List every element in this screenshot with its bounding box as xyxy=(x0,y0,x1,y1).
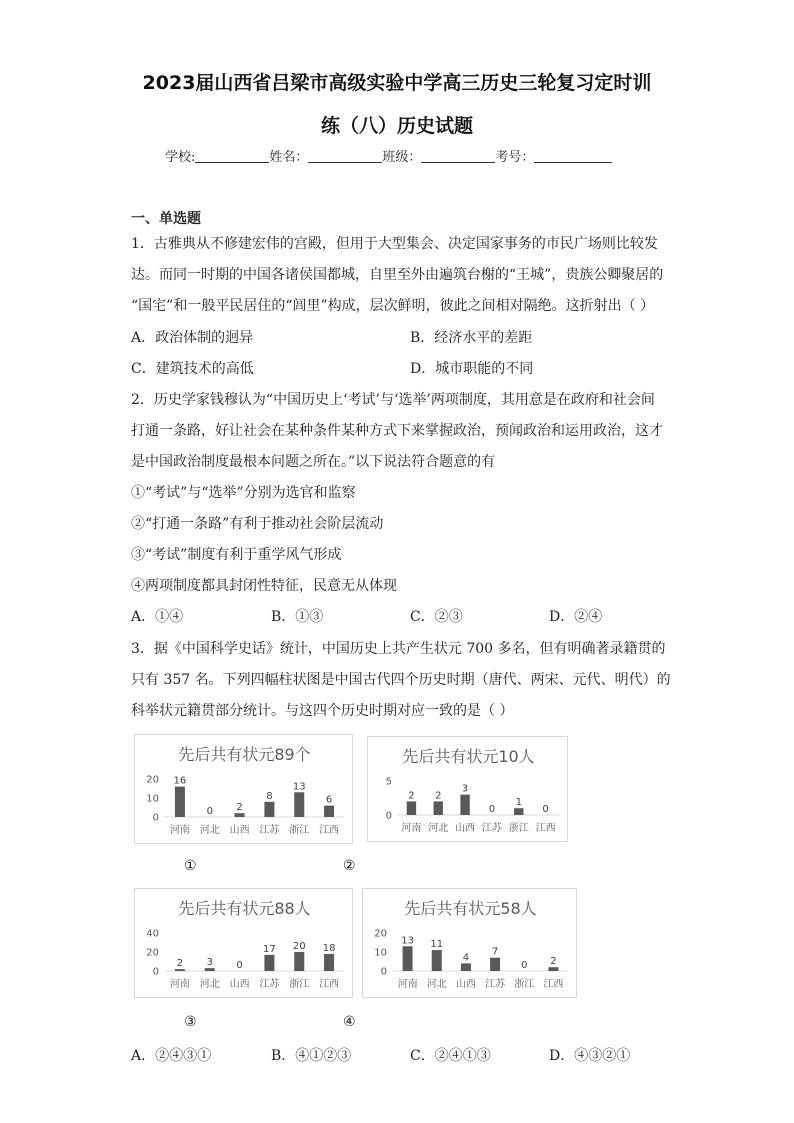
y-tick-label: 10 xyxy=(146,793,159,805)
data-label: 7 xyxy=(491,946,499,958)
y-tick-label: 0 xyxy=(380,966,387,978)
data-label: 6 xyxy=(325,794,333,806)
bar xyxy=(175,787,185,817)
y-tick-label: 20 xyxy=(374,928,387,940)
category-label: 江苏 xyxy=(485,979,506,990)
bar xyxy=(205,968,215,971)
data-label: 11 xyxy=(430,939,444,951)
data-label: 2 xyxy=(236,802,243,814)
q2-line: 2．历史学家钱穆认为“中国历史上‘考试’与‘选举’两项制度，其用意是在政府和社会间 xyxy=(131,392,655,408)
q2-item: ②“打通一条路”有利于推动社会阶层流动 xyxy=(131,516,384,532)
category-label: 江西 xyxy=(319,979,340,990)
q1-line: 达。而同一时期的中国各诸侯国都城，自里至外由遍筑台榭的“王城”，贵族公卿聚居的 xyxy=(131,267,664,283)
data-label: 2 xyxy=(550,956,557,968)
category-label: 河北 xyxy=(199,825,220,836)
category-label: 浙江 xyxy=(289,979,310,990)
bar xyxy=(432,950,442,971)
chart-4 xyxy=(362,888,577,998)
category-label: 江西 xyxy=(319,825,340,836)
data-label: 2 xyxy=(408,790,415,802)
section-title: 一、单选题 xyxy=(131,211,201,227)
y-tick-label: 40 xyxy=(146,928,159,940)
q2-option-a[interactable]: A．①④ xyxy=(131,609,184,625)
category-label: 河南 xyxy=(401,823,422,834)
data-label: 18 xyxy=(322,942,336,954)
q1-line: “国宅”和一般平民居住的“闾里”构成，层次鲜明，彼此之间相对隔绝。这折射出（ ） xyxy=(131,298,655,314)
data-label: 0 xyxy=(206,806,213,817)
chart-1-label: ① xyxy=(184,858,197,874)
data-label: 13 xyxy=(401,935,414,947)
school-blank xyxy=(195,149,269,163)
chart-4-svg xyxy=(363,889,578,999)
category-label: 江西 xyxy=(535,823,556,834)
category-label: 江苏 xyxy=(259,979,280,990)
y-tick-label: 0 xyxy=(152,812,159,824)
y-tick-label: 20 xyxy=(146,947,159,959)
chart-title: 先后共有状元58人 xyxy=(404,899,537,918)
y-tick-label: 0 xyxy=(385,810,392,822)
name-blank xyxy=(308,149,382,163)
chart-1-svg xyxy=(135,735,354,845)
data-label: 0 xyxy=(542,804,549,815)
data-label: 0 xyxy=(236,960,243,971)
bar xyxy=(175,969,185,971)
q2-item: ①“考试”与“选举”分别为选官和监察 xyxy=(131,485,356,501)
chart-3-svg xyxy=(135,889,354,999)
chart-title: 先后共有状元88人 xyxy=(178,899,311,918)
q1-line: 1．古雅典从不修建宏伟的宫殿，但用于大型集会、决定国家事务的市民广场则比较发 xyxy=(131,236,658,252)
id-label: 考号： xyxy=(495,150,535,165)
y-tick-label: 5 xyxy=(385,776,392,788)
category-label: 山西 xyxy=(229,825,250,836)
data-label: 20 xyxy=(292,941,306,952)
category-label: 河北 xyxy=(199,979,220,990)
category-label: 山西 xyxy=(455,979,476,990)
q2-option-d[interactable]: D．②④ xyxy=(549,609,603,625)
q3-line: 科举状元籍贯部分统计。与这四个历史时期对应一致的是（ ） xyxy=(131,703,514,719)
q1-option-c[interactable]: C．建筑技术的高低 xyxy=(131,361,254,377)
q1-option-b[interactable]: B．经济水平的差距 xyxy=(410,330,533,346)
bar xyxy=(264,955,274,971)
bar xyxy=(461,963,471,971)
category-label: 河南 xyxy=(397,979,418,990)
chart-4-label: ④ xyxy=(343,1014,356,1030)
q1-option-d[interactable]: D．城市职能的不同 xyxy=(410,361,534,377)
bar xyxy=(294,792,304,817)
q1-option-a[interactable]: A．政治体制的迥异 xyxy=(131,330,254,346)
class-label: 班级： xyxy=(382,150,422,165)
q2-line: 是中国政治制度最根本问题之所在。”以下说法符合题意的有 xyxy=(131,454,496,470)
category-label: 江西 xyxy=(543,979,564,990)
y-tick-label: 0 xyxy=(152,966,159,978)
q3-option-a[interactable]: A．②④③① xyxy=(131,1048,212,1064)
data-label: 3 xyxy=(461,783,469,795)
bar xyxy=(264,802,274,817)
q2-item: ④两项制度都具封闭性特征，民意无从体现 xyxy=(131,578,397,594)
data-label: 1 xyxy=(515,797,522,809)
data-label: 3 xyxy=(206,957,213,969)
bar xyxy=(324,806,334,817)
q3-line: 只有 357 名。下列四幅柱状图是中国古代四个历史时期（唐代、两宋、元代、明代）的 xyxy=(131,672,671,688)
q2-option-b[interactable]: B．①③ xyxy=(271,609,324,625)
data-label: 2 xyxy=(176,958,184,970)
chart-3 xyxy=(134,888,353,998)
data-label: 0 xyxy=(488,804,496,815)
data-label: 17 xyxy=(263,943,276,955)
page-title-line2: 练（八）历史试题 xyxy=(320,115,473,137)
bar xyxy=(514,808,523,815)
data-label: 0 xyxy=(521,960,528,971)
bar xyxy=(324,954,334,971)
chart-1 xyxy=(134,734,353,844)
category-label: 河北 xyxy=(426,979,447,990)
bar xyxy=(490,958,500,971)
name-label: 姓名： xyxy=(269,150,309,165)
bar xyxy=(434,801,443,815)
category-label: 河北 xyxy=(428,823,449,834)
school-label: 学校: xyxy=(165,150,196,165)
bar xyxy=(235,813,245,817)
chart-2 xyxy=(367,736,568,842)
page-title: 2023届山西省吕梁市高级实验中学高三历史三轮复习定时训 xyxy=(142,72,652,94)
bar xyxy=(407,801,416,815)
data-label: 2 xyxy=(435,790,442,802)
q2-option-c[interactable]: C．②③ xyxy=(410,609,463,625)
category-label: 浙江 xyxy=(508,823,529,834)
data-label: 13 xyxy=(292,781,306,793)
bar xyxy=(548,967,558,971)
q3-line: 3．据《中国科学史话》统计，中国历史上共产生状元 700 多名，但有明确著录籍贯的 xyxy=(131,641,666,657)
chart-2-label: ② xyxy=(343,858,356,874)
id-blank xyxy=(534,149,612,163)
bar xyxy=(294,952,304,971)
data-label: 4 xyxy=(462,952,470,964)
bar xyxy=(403,946,413,971)
chart-title: 先后共有状元89个 xyxy=(178,745,311,764)
y-tick-label: 10 xyxy=(374,947,387,959)
data-label: 8 xyxy=(266,790,273,802)
chart-3-label: ③ xyxy=(184,1014,197,1030)
category-label: 河南 xyxy=(169,825,190,836)
category-label: 江苏 xyxy=(481,823,502,834)
class-blank xyxy=(421,149,495,163)
bar xyxy=(460,795,469,815)
category-label: 山西 xyxy=(455,823,476,834)
q2-item: ③“考试”制度有利于重学风气形成 xyxy=(131,547,342,563)
category-label: 浙江 xyxy=(514,979,535,990)
category-label: 浙江 xyxy=(289,825,310,836)
y-tick-label: 20 xyxy=(146,774,159,786)
q3-option-b[interactable]: B．④①②③ xyxy=(271,1048,352,1064)
category-label: 山西 xyxy=(229,979,250,990)
category-label: 河南 xyxy=(169,979,190,990)
chart-title: 先后共有状元10人 xyxy=(402,747,535,766)
q2-line: 打通一条路，好让社会在某种条件某种方式下来掌握政治，预闻政治和运用政治，这才 xyxy=(131,423,663,439)
data-label: 16 xyxy=(173,775,187,787)
info-fields xyxy=(165,146,612,165)
chart-2-svg xyxy=(368,737,569,843)
q3-option-c[interactable]: C．②④①③ xyxy=(410,1048,491,1064)
q3-option-d[interactable]: D．④③②① xyxy=(549,1048,631,1064)
category-label: 江苏 xyxy=(259,825,280,836)
